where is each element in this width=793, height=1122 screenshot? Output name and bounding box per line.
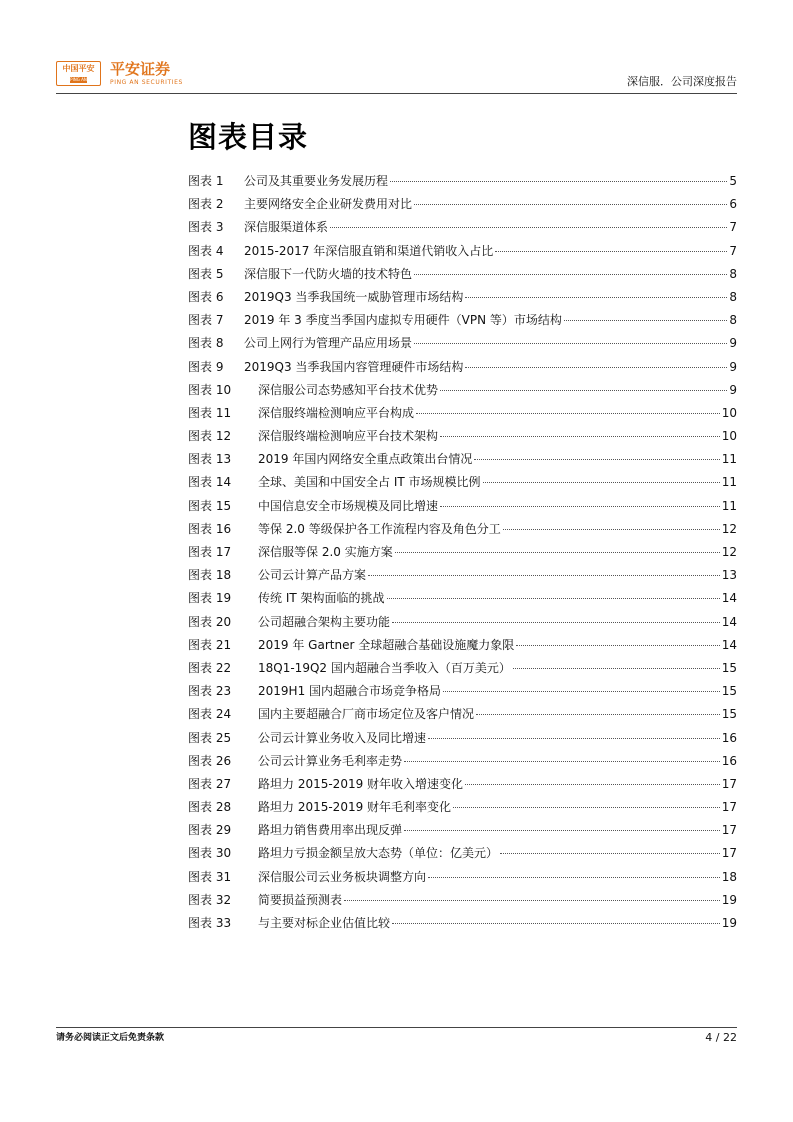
toc-entry[interactable] [188, 889, 737, 912]
toc-entry[interactable] [188, 518, 737, 541]
dot-leader [404, 830, 720, 831]
toc-entry-title: 深信服下一代防火墙的技术特色 [244, 266, 413, 281]
footer-disclaimer: 请务必阅读正文后免责条款 [56, 1033, 165, 1043]
toc-entry-label: 图表 25 [188, 730, 232, 745]
toc-entry[interactable] [188, 634, 737, 657]
dot-leader [474, 459, 719, 460]
dot-leader [440, 506, 720, 507]
toc-entry-label: 图表 17 [188, 545, 232, 559]
toc-entry-page: 11 [721, 475, 737, 490]
toc-entry-title: 公司超融合架构主要功能 [258, 614, 391, 629]
toc-entry-title: 深信服公司态势感知平台技术优势 [258, 382, 439, 397]
toc-entry[interactable] [188, 866, 737, 889]
dot-leader [465, 297, 727, 298]
toc-entry-label: 图表 6 [188, 289, 224, 304]
toc-entry[interactable] [188, 773, 737, 796]
toc-entry[interactable] [188, 703, 737, 726]
toc-entry-title: 2019 年 Gartner 全球超融合基础设施魔力象限 [258, 637, 515, 652]
toc-entry[interactable] [188, 680, 737, 703]
toc-entry[interactable] [188, 356, 737, 379]
toc-entry-label: 图表 16 [188, 521, 232, 536]
toc-entry-label: 图表 12 [188, 429, 232, 444]
toc-entry-title: 深信服公司云业务板块调整方向 [258, 869, 427, 884]
toc-entry[interactable] [188, 495, 737, 518]
dot-leader [387, 598, 720, 599]
toc-entry-page: 14 [721, 591, 737, 606]
toc-entry-title: 路坦力亏损金额呈放大态势（单位：亿美元） [258, 846, 499, 861]
toc-entry-page: 12 [721, 521, 737, 536]
toc-entry-label: 图表 27 [188, 776, 232, 791]
page-header [56, 58, 737, 92]
toc-entry-label: 图表 11 [188, 405, 232, 420]
dot-leader [416, 413, 720, 414]
toc-entry-title: 公司上网行为管理产品应用场景 [244, 336, 413, 351]
toc-entry-title: 简要损益预测表 [258, 892, 343, 907]
toc-entry-page: 10 [721, 429, 737, 444]
toc-entry-title: 传统 IT 架构面临的挑战 [258, 591, 385, 606]
toc-entry-page: 17 [721, 776, 737, 791]
dot-leader [428, 738, 720, 739]
toc-entry-title: 深信服渠道体系 [244, 220, 329, 235]
dot-leader [465, 784, 720, 785]
toc-entry-title: 深信服等保 2.0 实施方案 [258, 545, 393, 559]
toc-entry[interactable] [188, 796, 737, 819]
toc-entry-page: 5 [729, 174, 737, 188]
toc-entry-page: 10 [721, 405, 737, 420]
toc-entry-label: 图表 3 [188, 220, 224, 235]
toc-entry[interactable] [188, 170, 737, 193]
toc-entry-page: 14 [721, 614, 737, 629]
header-divider [56, 93, 737, 94]
toc-entry[interactable] [188, 564, 737, 587]
page-title: 图表目录 [188, 120, 309, 154]
toc-entry[interactable] [188, 263, 737, 286]
toc-entry-title: 深信服终端检测响应平台技术架构 [258, 429, 439, 444]
toc-entry[interactable] [188, 587, 737, 610]
toc-entry-page: 8 [729, 289, 737, 304]
dot-leader [390, 181, 727, 182]
toc-entry[interactable] [188, 332, 737, 355]
dot-leader [330, 227, 727, 228]
toc-entry[interactable] [188, 727, 737, 750]
toc-entry-label: 图表 13 [188, 452, 232, 467]
toc-entry[interactable] [188, 402, 737, 425]
brand-name-en: PING AN SECURITIES [110, 79, 183, 86]
toc-entry-label: 图表 22 [188, 660, 232, 675]
toc-entry-title: 等保 2.0 等级保护各工作流程内容及角色分工 [258, 521, 501, 536]
toc-entry-page: 12 [721, 545, 737, 559]
dot-leader [453, 807, 720, 808]
toc-entry-page: 17 [721, 823, 737, 838]
toc-entry[interactable] [188, 842, 737, 865]
toc-entry-label: 图表 23 [188, 684, 232, 699]
toc-entry-title: 2019Q3 当季我国统一威胁管理市场结构 [244, 289, 464, 304]
dot-leader [395, 552, 720, 553]
toc-entry-page: 19 [721, 916, 737, 930]
toc-entry-label: 图表 9 [188, 359, 224, 374]
dot-leader [344, 900, 720, 901]
logo-cn-sub: PING AN [70, 77, 87, 82]
toc-entry-label: 图表 15 [188, 498, 232, 513]
toc-entry-label: 图表 1 [188, 174, 224, 188]
toc-entry-title: 18Q1-19Q2 国内超融合当季收入（百万美元） [258, 660, 511, 675]
figure-list [188, 170, 737, 935]
toc-entry-label: 图表 5 [188, 266, 224, 281]
dot-leader [368, 575, 720, 576]
toc-entry-label: 图表 4 [188, 243, 224, 258]
toc-entry[interactable] [188, 425, 737, 448]
toc-entry-title: 2019 年 3 季度当季国内虚拟专用硬件（VPN 等）市场结构 [244, 313, 562, 328]
toc-entry-title: 2019Q3 当季我国内容管理硬件市场结构 [244, 359, 464, 374]
toc-entry-title: 与主要对标企业估值比较 [258, 916, 391, 930]
footer-divider [56, 1027, 737, 1028]
toc-entry-title: 路坦力 2015-2019 财年毛利率变化 [258, 800, 452, 815]
toc-entry[interactable] [188, 286, 737, 309]
toc-entry[interactable] [188, 240, 737, 263]
toc-entry[interactable] [188, 448, 737, 471]
toc-entry-label: 图表 14 [188, 475, 232, 490]
toc-entry-label: 图表 21 [188, 637, 232, 652]
toc-entry-label: 图表 31 [188, 869, 232, 884]
toc-entry-label: 图表 19 [188, 591, 232, 606]
toc-entry-label: 图表 28 [188, 800, 232, 815]
dot-leader [440, 436, 720, 437]
toc-entry-label: 图表 20 [188, 614, 232, 629]
toc-entry-title: 2015-2017 年深信服直销和渠道代销收入占比 [244, 243, 494, 258]
dot-leader [513, 668, 720, 669]
toc-entry-page: 14 [721, 637, 737, 652]
dot-leader [503, 529, 720, 530]
toc-entry-page: 15 [721, 707, 737, 722]
toc-entry-label: 图表 8 [188, 336, 224, 351]
toc-entry-title: 公司云计算产品方案 [258, 568, 367, 583]
toc-entry-title: 路坦力 2015-2019 财年收入增速变化 [258, 776, 464, 791]
toc-entry-page: 18 [721, 869, 737, 884]
toc-entry[interactable] [188, 193, 737, 216]
toc-entry-label: 图表 32 [188, 892, 232, 907]
toc-entry-title: 公司云计算业务毛利率走势 [258, 753, 403, 768]
toc-entry-title: 全球、美国和中国安全占 IT 市场规模比例 [258, 475, 481, 490]
toc-entry-label: 图表 7 [188, 313, 224, 328]
dot-leader [500, 853, 720, 854]
pingan-group-logo [56, 61, 101, 86]
toc-entry[interactable] [188, 611, 737, 634]
toc-entry[interactable] [188, 912, 737, 935]
toc-entry-label: 图表 29 [188, 823, 232, 838]
toc-entry-label: 图表 18 [188, 568, 232, 583]
dot-leader [392, 622, 720, 623]
dot-leader [564, 320, 728, 321]
toc-entry[interactable] [188, 379, 737, 402]
toc-entry-page: 17 [721, 800, 737, 815]
toc-entry-title: 国内主要超融合厂商市场定位及客户情况 [258, 707, 475, 722]
toc-entry[interactable] [188, 309, 737, 332]
document-type: 深信服．公司深度报告 [627, 75, 737, 88]
dot-leader [516, 645, 720, 646]
toc-entry-page: 15 [721, 684, 737, 699]
toc-entry-page: 7 [729, 243, 737, 258]
dot-leader [428, 877, 720, 878]
dot-leader [414, 204, 727, 205]
toc-entry-page: 8 [729, 266, 737, 281]
toc-entry-page: 9 [729, 359, 737, 374]
toc-entry-title: 路坦力销售费用率出现反弹 [258, 823, 403, 838]
toc-entry-title: 公司及其重要业务发展历程 [244, 174, 389, 188]
toc-entry[interactable] [188, 657, 737, 680]
toc-entry-label: 图表 33 [188, 916, 232, 930]
toc-entry-page: 16 [721, 730, 737, 745]
toc-entry-page: 8 [729, 313, 737, 328]
dot-leader [404, 761, 720, 762]
logo-cn-text: 中国平安 [62, 64, 95, 73]
toc-entry-label: 图表 10 [188, 382, 232, 397]
toc-entry-page: 17 [721, 846, 737, 861]
toc-entry-page: 11 [721, 452, 737, 467]
toc-entry-label: 图表 26 [188, 753, 232, 768]
toc-entry[interactable] [188, 541, 737, 564]
toc-entry-page: 9 [729, 382, 737, 397]
toc-entry-title: 公司云计算业务收入及同比增速 [258, 730, 427, 745]
dot-leader [495, 251, 727, 252]
brand-name: 平安证券 [110, 60, 171, 78]
toc-entry-title: 2019H1 国内超融合市场竞争格局 [258, 684, 442, 699]
toc-entry-title: 主要网络安全企业研发费用对比 [244, 197, 413, 212]
toc-entry-title: 深信服终端检测响应平台构成 [258, 405, 415, 420]
toc-entry-page: 19 [721, 892, 737, 907]
toc-entry-page: 15 [721, 660, 737, 675]
dot-leader [414, 274, 727, 275]
toc-entry[interactable] [188, 471, 737, 494]
toc-entry-title: 中国信息安全市场规模及同比增速 [258, 498, 439, 513]
dot-leader [440, 390, 727, 391]
dot-leader [392, 923, 720, 924]
toc-entry-page: 16 [721, 753, 737, 768]
toc-entry-page: 7 [729, 220, 737, 235]
toc-entry-label: 图表 30 [188, 846, 232, 861]
dot-leader [465, 367, 727, 368]
dot-leader [443, 691, 720, 692]
toc-entry[interactable] [188, 819, 737, 842]
toc-entry[interactable] [188, 750, 737, 773]
dot-leader [483, 482, 720, 483]
toc-entry-page: 13 [721, 568, 737, 583]
toc-entry[interactable] [188, 216, 737, 239]
page-indicator: 4 / 22 [705, 1031, 737, 1044]
dot-leader [476, 714, 720, 715]
toc-entry-page: 9 [729, 336, 737, 351]
toc-entry-page: 6 [729, 197, 737, 212]
toc-entry-label: 图表 24 [188, 707, 232, 722]
toc-entry-label: 图表 2 [188, 197, 224, 212]
toc-entry-page: 11 [721, 498, 737, 513]
toc-entry-title: 2019 年国内网络安全重点政策出台情况 [258, 452, 473, 467]
dot-leader [414, 343, 727, 344]
